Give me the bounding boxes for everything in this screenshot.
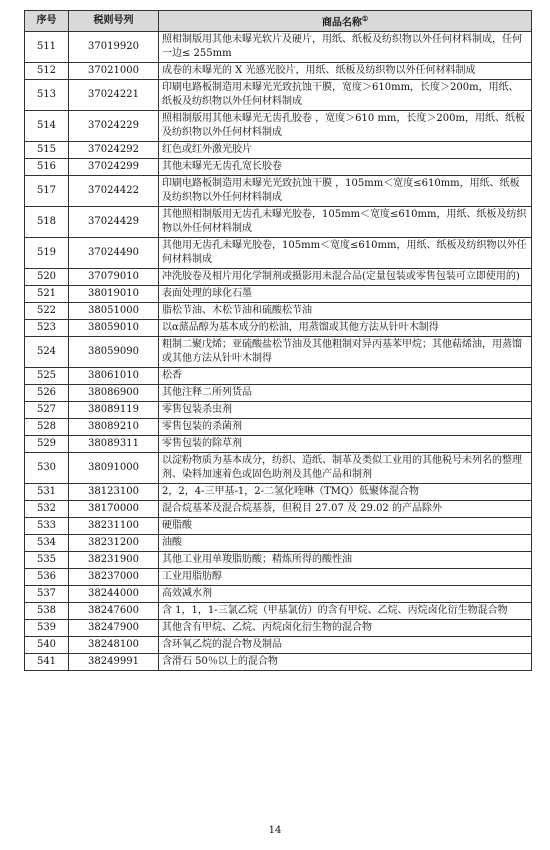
header-code: 税则号列 [69, 11, 159, 32]
table-row [25, 654, 532, 671]
table-row [25, 337, 532, 368]
table-row [25, 286, 532, 303]
row-name: 照相制版用其他未曝光软片及硬片，用纸、纸板及纺织物以外任何材料制成，任何一边≤ 255mm [159, 32, 532, 63]
row-name: 松香 [159, 368, 532, 385]
row-index: 519 [25, 238, 69, 269]
row-index: 531 [25, 484, 69, 501]
table-row [25, 176, 532, 207]
table-row [25, 535, 532, 552]
row-code: 38019010 [69, 286, 159, 303]
row-code: 38086900 [69, 385, 159, 402]
row-code: 38061010 [69, 368, 159, 385]
table-row [25, 111, 532, 142]
row-code: 38248100 [69, 637, 159, 654]
row-name: 混合烷基苯及混合烷基萘，但税目 27.07 及 29.02 的产品除外 [159, 501, 532, 518]
row-index: 514 [25, 111, 69, 142]
row-index: 515 [25, 142, 69, 159]
row-code: 37024221 [69, 80, 159, 111]
table-row [25, 501, 532, 518]
row-name: 印刷电路板制造用未曝光光致抗蚀干膜，宽度＞610mm，长度＞200m，用纸、纸板及纺织物以外任何材料制成 [159, 80, 532, 111]
row-code: 38089119 [69, 402, 159, 419]
row-name: 以α蒎品醇为基本成分的松油，用蒸馏或其他方法从针叶木制得 [159, 320, 532, 337]
row-code: 38089210 [69, 419, 159, 436]
row-index: 535 [25, 552, 69, 569]
row-code: 38247600 [69, 603, 159, 620]
row-index: 517 [25, 176, 69, 207]
header-name [159, 11, 532, 32]
row-index: 513 [25, 80, 69, 111]
row-name: 成卷的未曝光的 X 光感光胶片，用纸、纸板及纺织物以外任何材料制成 [159, 63, 532, 80]
table-row [25, 586, 532, 603]
table-row [25, 453, 532, 484]
row-name: 含 1，1，1-三氯乙烷（甲基氯仿）的含有甲烷、乙烷、丙烷卤化衍生物混合物 [159, 603, 532, 620]
row-index: 539 [25, 620, 69, 637]
page-number: 14 [268, 825, 282, 836]
row-code: 37024229 [69, 111, 159, 142]
row-index: 524 [25, 337, 69, 368]
row-index: 532 [25, 501, 69, 518]
row-name: 2，2，4-三甲基-1，2-二氢化喹啉（TMQ）低聚体混合物 [159, 484, 532, 501]
row-code: 38244000 [69, 586, 159, 603]
row-name: 高效减水剂 [159, 586, 532, 603]
table-row [25, 620, 532, 637]
row-code: 37024422 [69, 176, 159, 207]
table-row [25, 552, 532, 569]
row-index: 540 [25, 637, 69, 654]
row-name: 其他照相制版用无齿孔未曝光胶卷，105mm＜宽度≤610mm，用纸、纸板及纺织物以外任何材料制成 [159, 207, 532, 238]
row-code: 38059010 [69, 320, 159, 337]
row-index: 512 [25, 63, 69, 80]
row-code: 38237000 [69, 569, 159, 586]
table-row [25, 518, 532, 535]
table-row [25, 159, 532, 176]
row-name: 零售包装杀虫剂 [159, 402, 532, 419]
row-code: 38247900 [69, 620, 159, 637]
row-code: 37024292 [69, 142, 159, 159]
row-index: 538 [25, 603, 69, 620]
table-row [25, 303, 532, 320]
row-name: 含滑石 50％以上的混合物 [159, 654, 532, 671]
row-index: 536 [25, 569, 69, 586]
row-name: 以淀粉物质为基本成分，纺织、造纸、制革及类似工业用的其他税号未列名的整理剂、染料加速着色或固色助剂及其他产品和制剂 [159, 453, 532, 484]
row-code: 38123100 [69, 484, 159, 501]
table-row [25, 63, 532, 80]
row-name: 硬脂酸 [159, 518, 532, 535]
table-row [25, 320, 532, 337]
row-index: 533 [25, 518, 69, 535]
row-index: 528 [25, 419, 69, 436]
row-name: 其他注释二所列货品 [159, 385, 532, 402]
header-index: 序号 [25, 11, 69, 32]
row-index: 537 [25, 586, 69, 603]
row-code: 38089311 [69, 436, 159, 453]
tariff-table [24, 10, 532, 671]
row-name: 其他未曝光无齿孔宽长胶卷 [159, 159, 532, 176]
table-row [25, 207, 532, 238]
header-name-label: 商品名称 [321, 17, 362, 29]
table-body [25, 32, 532, 671]
row-index: 526 [25, 385, 69, 402]
row-code: 38231900 [69, 552, 159, 569]
row-code: 37019920 [69, 32, 159, 63]
table-row [25, 238, 532, 269]
table-row [25, 569, 532, 586]
row-index: 527 [25, 402, 69, 419]
row-index: 511 [25, 32, 69, 63]
table-row [25, 637, 532, 654]
row-name: 含环氧乙烷的混合物及制品 [159, 637, 532, 654]
row-code: 37024299 [69, 159, 159, 176]
table-row [25, 269, 532, 286]
row-index: 522 [25, 303, 69, 320]
row-index: 521 [25, 286, 69, 303]
row-name: 照相制版用其他未曝光无齿孔胶卷 ，宽度＞610 mm，长度＞200m，用纸、纸板及纺织物以外任何材料制成 [159, 111, 532, 142]
row-name: 油酸 [159, 535, 532, 552]
row-code: 38231200 [69, 535, 159, 552]
row-code: 38231100 [69, 518, 159, 535]
row-name: 粗制二聚戊烯；亚硫酸盐松节油及其他粗制对异丙基苯甲烷；其他萜烯油，用蒸馏或其他方法从针叶木制得 [159, 337, 532, 368]
row-index: 541 [25, 654, 69, 671]
row-index: 530 [25, 453, 69, 484]
row-index: 520 [25, 269, 69, 286]
table-header-row [25, 11, 532, 32]
row-code: 38249991 [69, 654, 159, 671]
row-index: 516 [25, 159, 69, 176]
row-name: 其他用无齿孔未曝光胶卷，105mm＜宽度≤610mm，用纸、纸板及纺织物以外任何材料制成 [159, 238, 532, 269]
row-code: 37024429 [69, 207, 159, 238]
table-row [25, 402, 532, 419]
table-row [25, 32, 532, 63]
row-name: 脂松节油、木松节油和硫酸松节油 [159, 303, 532, 320]
row-code: 38051000 [69, 303, 159, 320]
row-name: 零售包装的除草剂 [159, 436, 532, 453]
row-index: 523 [25, 320, 69, 337]
row-code: 38091000 [69, 453, 159, 484]
table-row [25, 385, 532, 402]
row-code: 37024490 [69, 238, 159, 269]
table-row [25, 142, 532, 159]
row-code: 38059090 [69, 337, 159, 368]
row-code: 38170000 [69, 501, 159, 518]
row-index: 518 [25, 207, 69, 238]
row-name: 其他工业用单羧脂肪酸；精炼所得的酸性油 [159, 552, 532, 569]
table-row [25, 603, 532, 620]
row-name: 冲洗胶卷及相片用化学制剂或摄影用未混合品(定量包装或零售包装可立即使用的) [159, 269, 532, 286]
table-row [25, 484, 532, 501]
row-name: 表面处理的球化石墨 [159, 286, 532, 303]
row-name: 红色或红外激光胶片 [159, 142, 532, 159]
row-index: 525 [25, 368, 69, 385]
table-row [25, 368, 532, 385]
table-row [25, 419, 532, 436]
row-index: 534 [25, 535, 69, 552]
row-name: 印刷电路板制造用未曝光光致抗蚀干膜 ，105mm＜宽度≤610mm，用纸、纸板及纺织物以外任何材料制成 [159, 176, 532, 207]
row-name: 工业用脂肪醇 [159, 569, 532, 586]
row-code: 37079010 [69, 269, 159, 286]
row-index: 529 [25, 436, 69, 453]
table-row [25, 80, 532, 111]
header-name-note: ① [361, 14, 369, 23]
row-name: 其他含有甲烷、乙烷、丙烷卤化衍生物的混合物 [159, 620, 532, 637]
table-row [25, 436, 532, 453]
row-code: 37021000 [69, 63, 159, 80]
row-name: 零售包装的杀菌剂 [159, 419, 532, 436]
